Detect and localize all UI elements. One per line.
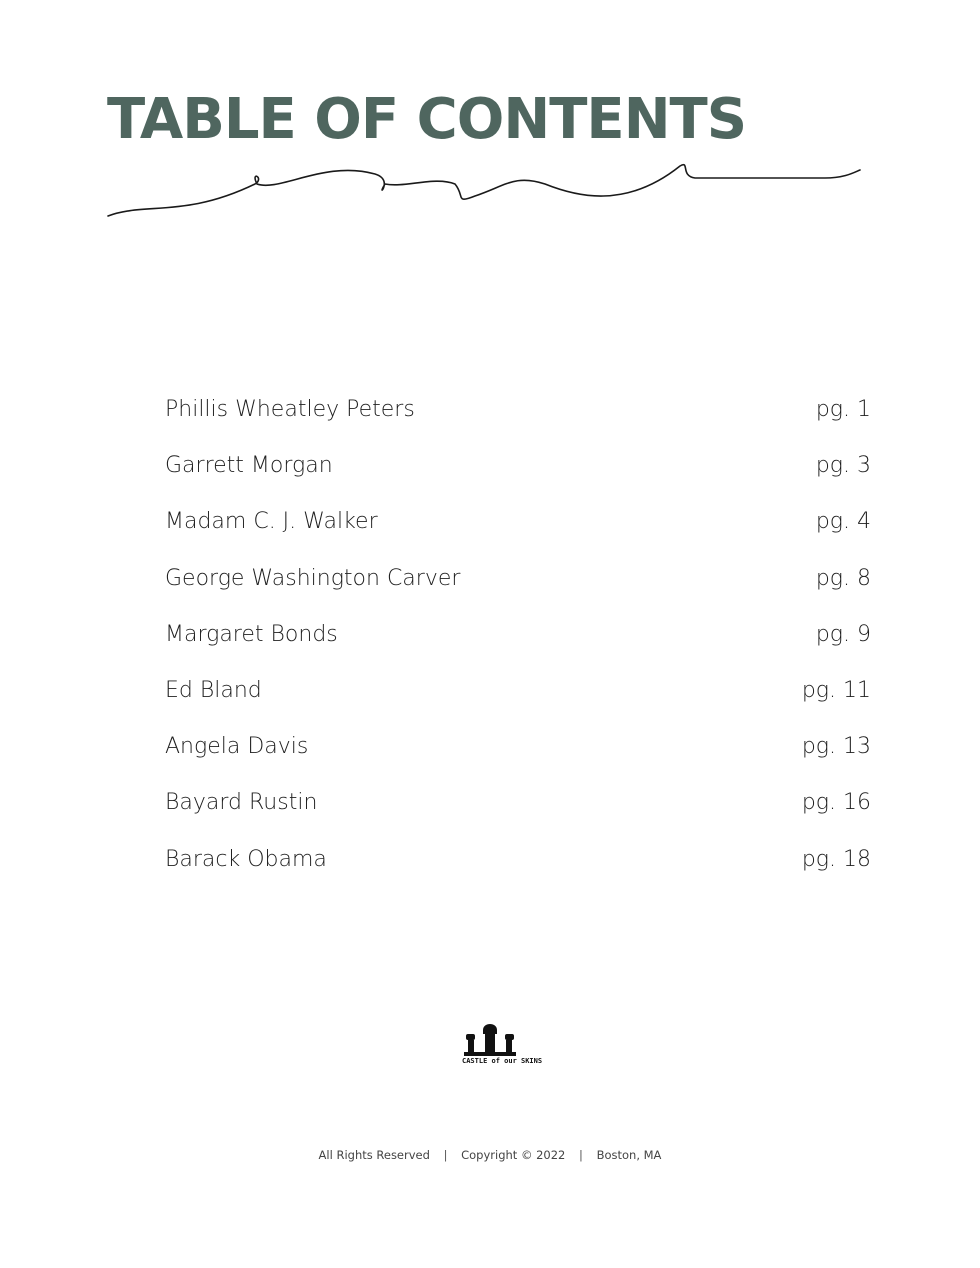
toc-entry-page: pg. 4 <box>815 509 871 535</box>
toc-entry-page: pg. 9 <box>815 621 871 647</box>
toc-entry-page: pg. 11 <box>801 677 871 703</box>
footer-separator: | <box>579 1148 583 1162</box>
toc-entry-name: Margaret Bonds <box>165 621 338 647</box>
toc-entry-name: Phillis Wheatley Peters <box>165 397 415 422</box>
toc-entry-name: Ed Bland <box>165 677 262 703</box>
toc-entry-name: Bayard Rustin <box>165 790 318 816</box>
table-of-contents <box>165 382 871 888</box>
toc-entry-page: pg. 16 <box>801 790 871 816</box>
toc-entry-page: pg. 3 <box>815 453 871 479</box>
footer-copyright: Copyright © 2022 <box>461 1148 566 1162</box>
toc-entry-name: George Washington Carver <box>165 565 461 591</box>
toc-row <box>165 607 871 663</box>
footer <box>0 1148 980 1162</box>
toc-row <box>165 494 871 550</box>
footer-rights: All Rights Reserved <box>318 1148 430 1162</box>
toc-row <box>165 719 871 775</box>
toc-entry-name: Garrett Morgan <box>165 453 333 479</box>
castle-fists-icon <box>462 1020 518 1058</box>
decorative-flourish-line <box>105 162 865 226</box>
toc-entry-page: pg. 8 <box>815 565 871 591</box>
toc-entry-page: pg. 1 <box>815 397 871 422</box>
toc-entry-name: Madam C. J. Walker <box>165 509 378 535</box>
toc-row <box>165 663 871 719</box>
toc-row <box>165 832 871 888</box>
castle-of-our-skins-logo <box>462 1020 543 1074</box>
toc-row <box>165 775 871 831</box>
footer-separator: | <box>443 1148 448 1162</box>
logo-text: CASTLE of our SKINS <box>462 1057 543 1065</box>
toc-entry-name: Angela Davis <box>165 734 309 760</box>
toc-entry-page: pg. 18 <box>801 846 871 872</box>
footer-location: Boston, MA <box>596 1148 662 1162</box>
toc-entry-name: Barack Obama <box>165 846 327 872</box>
toc-entry-page: pg. 13 <box>801 734 871 760</box>
toc-row <box>165 438 871 494</box>
toc-row <box>165 382 871 438</box>
page-title: TABLE OF CONTENTS <box>107 87 747 152</box>
toc-row <box>165 551 871 607</box>
